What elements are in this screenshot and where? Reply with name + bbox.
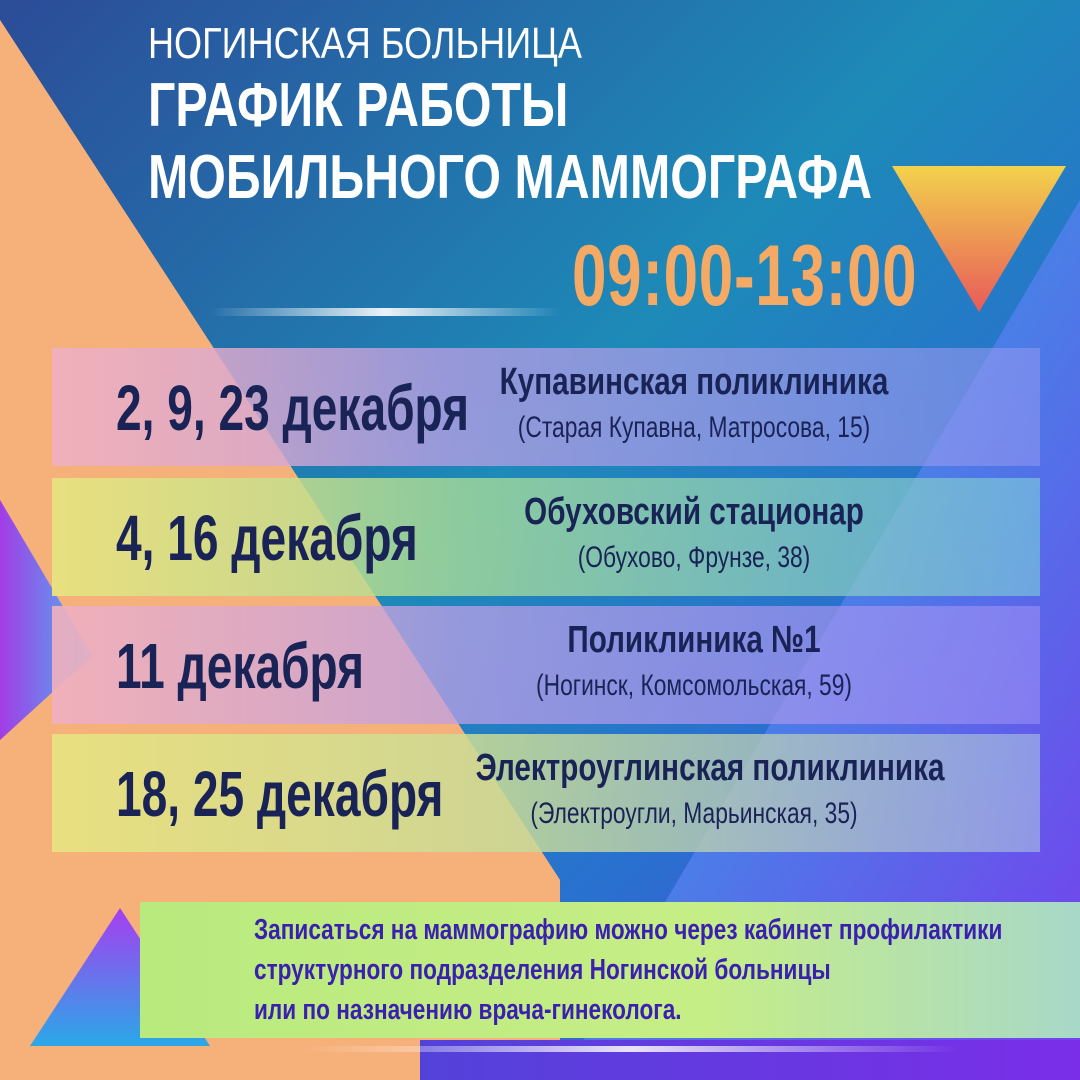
schedule-row — [52, 606, 1040, 724]
schedule-dates: 18, 25 декабря — [116, 758, 444, 830]
header — [148, 18, 1076, 214]
schedule-place — [414, 616, 974, 708]
place-address: (Старая Купавна, Матросова, 15) — [517, 411, 871, 444]
title-line-1: ГРАФИК РАБОТЫ — [148, 71, 569, 140]
place-name: Поликлиника №1 — [567, 619, 821, 661]
schedule-row — [52, 348, 1040, 466]
place-name: Купавинская поликлиника — [499, 361, 889, 403]
schedule-row — [52, 734, 1040, 852]
hospital-name: НОГИНСКАЯ БОЛЬНИЦА — [148, 19, 582, 68]
place-address: (Ногинск, Комсомольская, 59) — [536, 669, 852, 702]
place-name: Электроуглинская поликлиника — [475, 747, 945, 789]
schedule-dates: 11 декабря — [116, 630, 364, 702]
divider-line — [210, 308, 560, 316]
working-hours: 09:00-13:00 — [572, 228, 918, 324]
schedule-place — [414, 744, 974, 836]
title-line-2: МОБИЛЬНОГО МАММОГРАФА — [148, 143, 873, 212]
place-address: (Электроугли, Марьинская, 35) — [530, 797, 858, 830]
place-address: (Обухово, Фрунзе, 38) — [577, 541, 811, 574]
schedule-place — [414, 488, 974, 580]
schedule-dates: 2, 9, 23 декабря — [116, 372, 469, 444]
schedule-dates: 4, 16 декабря — [116, 502, 418, 574]
bottom-divider-line — [300, 1046, 960, 1052]
note-line-2: структурного подразделения Ногинской больницы — [254, 954, 831, 986]
note-line-1: Записаться на маммографию можно через кабинет профилактики — [254, 914, 1003, 946]
signup-note — [254, 910, 1002, 1030]
schedule-row — [52, 478, 1040, 596]
place-name: Обуховский стационар — [524, 491, 864, 533]
schedule-place — [414, 358, 974, 450]
signup-note-box — [140, 902, 1080, 1038]
note-line-3: или по назначению врача-гинеколога. — [254, 994, 682, 1026]
